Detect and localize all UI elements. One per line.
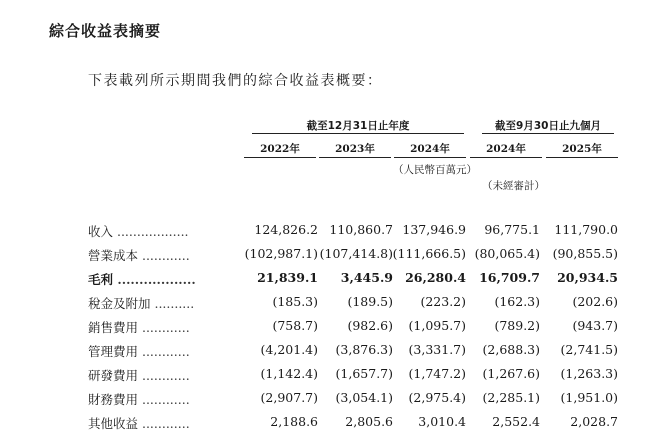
table-row — [88, 294, 628, 316]
year-header: 2022年 — [260, 143, 300, 155]
year-header: 2023年 — [335, 143, 375, 155]
table-cell: 110,860.7 — [329, 222, 393, 237]
unit-note: （人民幣百萬元） — [393, 164, 477, 176]
row-label: 研發費用 ............ — [88, 368, 190, 383]
table-cell: (202.6) — [572, 294, 618, 309]
table-cell: (90,855.5) — [552, 246, 618, 261]
table-cell: (162.3) — [494, 294, 540, 309]
table-cell: (3,054.1) — [335, 390, 393, 405]
year-header: 2025年 — [562, 143, 602, 155]
table-cell: 2,805.6 — [345, 414, 393, 429]
row-label: 收入 .................. — [88, 224, 189, 239]
table-cell: (1,267.6) — [482, 366, 540, 381]
row-label: 毛利 .................. — [88, 272, 196, 287]
group-header-interim: 截至9月30日止九個月 — [495, 120, 601, 132]
year-rule — [244, 157, 316, 158]
table-cell: 2,028.7 — [570, 414, 618, 429]
table-cell: 2,552.4 — [492, 414, 540, 429]
table-cell: (1,142.4) — [260, 366, 318, 381]
table-cell: (185.3) — [272, 294, 318, 309]
table-row — [88, 270, 628, 292]
table-cell: 111,790.0 — [554, 222, 618, 237]
table-cell: (1,951.0) — [560, 390, 618, 405]
table-cell: (943.7) — [572, 318, 618, 333]
year-header: 2024年 — [486, 143, 526, 155]
table-cell: (189.5) — [347, 294, 393, 309]
row-label: 其他收益 ............ — [88, 416, 190, 431]
table-cell: (2,688.3) — [482, 342, 540, 357]
table-cell: (223.2) — [420, 294, 466, 309]
table-cell: 26,280.4 — [405, 270, 466, 285]
year-rule — [546, 157, 618, 158]
table-cell: 16,709.7 — [479, 270, 540, 285]
year-rule — [470, 157, 542, 158]
table-row — [88, 414, 628, 436]
row-label: 營業成本 ............ — [88, 248, 190, 263]
table-row — [88, 390, 628, 412]
group-header-annual: 截至12月31日止年度 — [306, 120, 410, 132]
row-label: 管理費用 ............ — [88, 344, 190, 359]
group-rule-annual — [252, 133, 464, 134]
table-cell: (2,741.5) — [560, 342, 618, 357]
table-cell: (1,747.2) — [408, 366, 466, 381]
row-label: 財務費用 ............ — [88, 392, 190, 407]
year-rule — [319, 157, 391, 158]
table-row — [88, 222, 628, 244]
table-row — [88, 246, 628, 268]
year-header: 2024年 — [410, 143, 450, 155]
table-cell: (982.6) — [347, 318, 393, 333]
table-row — [88, 342, 628, 364]
table-cell: (3,331.7) — [408, 342, 466, 357]
year-rule — [394, 157, 466, 158]
group-rule-interim — [482, 133, 614, 134]
table-cell: (111,666.5) — [392, 246, 466, 261]
unaudited-note: （未經審計） — [482, 180, 545, 192]
section-title: 綜合收益表摘要 — [49, 22, 162, 40]
table-cell: 96,775.1 — [484, 222, 540, 237]
table-cell: (1,095.7) — [408, 318, 466, 333]
table-cell: (2,285.1) — [482, 390, 540, 405]
table-row — [88, 318, 628, 340]
table-cell: 137,946.9 — [402, 222, 466, 237]
table-cell: 20,934.5 — [557, 270, 618, 285]
table-cell: 2,188.6 — [270, 414, 318, 429]
table-cell: (1,657.7) — [335, 366, 393, 381]
table-cell: (102,987.1) — [244, 246, 318, 261]
table-cell: (80,065.4) — [474, 246, 540, 261]
table-cell: (107,414.8) — [319, 246, 393, 261]
table-cell: 21,839.1 — [257, 270, 318, 285]
table-cell: 3,010.4 — [418, 414, 466, 429]
table-cell: (1,263.3) — [560, 366, 618, 381]
table-cell: (4,201.4) — [260, 342, 318, 357]
row-label: 稅金及附加 .......... — [88, 296, 195, 311]
table-cell: 3,445.9 — [340, 270, 393, 285]
table-cell: (789.2) — [494, 318, 540, 333]
table-cell: (2,975.4) — [408, 390, 466, 405]
table-cell: (758.7) — [272, 318, 318, 333]
row-label: 銷售費用 ............ — [88, 320, 190, 335]
table-row — [88, 366, 628, 388]
table-cell: (3,876.3) — [335, 342, 393, 357]
table-cell: (2,907.7) — [260, 390, 318, 405]
intro-text: 下表載列所示期間我們的綜合收益表概要： — [88, 73, 383, 89]
table-cell: 124,826.2 — [254, 222, 318, 237]
